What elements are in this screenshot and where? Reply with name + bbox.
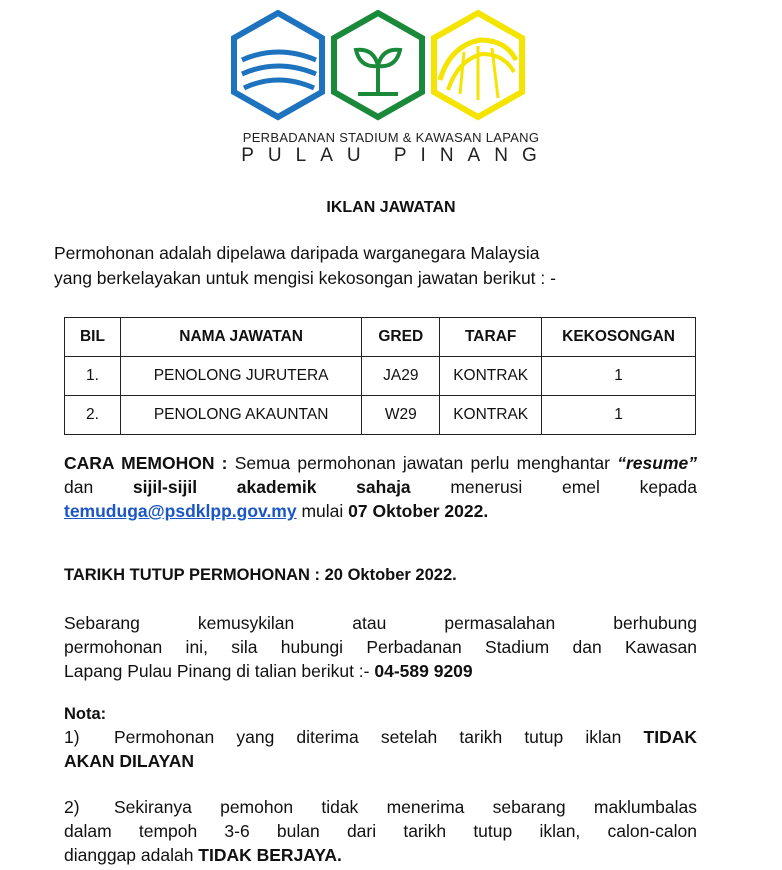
start-date: 07 Oktober 2022. bbox=[348, 501, 489, 521]
cara-memohon-label: CARA MEMOHON : bbox=[64, 453, 228, 473]
psklpp-logo bbox=[228, 10, 528, 122]
cell-nama-jawatan: PENOLONG JURUTERA bbox=[120, 357, 361, 396]
email-link[interactable]: temuduga@psdklpp.gov.my bbox=[64, 501, 297, 521]
nota-label: Nota: bbox=[64, 705, 107, 723]
page-title: IKLAN JAWATAN bbox=[326, 199, 456, 216]
cell-gred: W29 bbox=[362, 396, 440, 435]
intro-paragraph bbox=[54, 241, 674, 291]
cell-kekosongan: 1 bbox=[542, 396, 696, 435]
nota-item-2-text3: dianggap adalah bbox=[64, 845, 199, 865]
cara-text3: menerusi emel kepada bbox=[410, 477, 698, 497]
column-header-nama-jawatan: NAMA JAWATAN bbox=[120, 318, 361, 357]
table-row bbox=[65, 396, 696, 435]
nota-item-2-text1: Sekiranya pemohon tidak menerima sebarang maklumbalas bbox=[114, 797, 697, 817]
intro-line1: Permohonan adalah dipelawa daripada warganegara Malaysia bbox=[54, 243, 540, 263]
nota-item-2-number: 2) bbox=[64, 797, 80, 817]
org-name-line1: PERBADANAN STADIUM & KAWASAN LAPANG bbox=[242, 130, 540, 145]
nota-item-2 bbox=[64, 795, 697, 867]
sijil-text: sijil-sijil akademik sahaja bbox=[132, 477, 411, 497]
cell-gred: JA29 bbox=[362, 357, 440, 396]
enquiry-paragraph bbox=[64, 611, 697, 683]
table-row bbox=[65, 357, 696, 396]
intro-line2: yang berkelayakan untuk mengisi kekosongan jawatan berikut : - bbox=[54, 268, 556, 288]
vacancy-table bbox=[64, 317, 696, 435]
nota-item-1 bbox=[64, 725, 697, 773]
enquiry-line3: Lapang Pulau Pinang di talian berikut :- bbox=[64, 661, 375, 681]
table-header-row bbox=[65, 318, 696, 357]
phone-number: 04-589 9209 bbox=[374, 661, 473, 681]
logo-green-hexagon-icon bbox=[334, 13, 422, 117]
org-name-line2: PULAU PINANG bbox=[241, 145, 551, 166]
cara-text1: Semua permohonan jawatan perlu menghantar bbox=[227, 453, 610, 473]
cara-text2: dan bbox=[64, 477, 133, 497]
cell-bil: 1. bbox=[65, 357, 121, 396]
column-header-kekosongan: KEKOSONGAN bbox=[542, 318, 696, 357]
resume-text: “resume” bbox=[617, 453, 697, 473]
nota-item-2-bold: TIDAK BERJAYA. bbox=[198, 845, 342, 865]
nota-item-1-bold2: AKAN DILAYAN bbox=[64, 751, 194, 771]
nota-item-1-text: Permohonan yang diterima setelah tarikh tutup iklan bbox=[114, 727, 644, 747]
cell-taraf: KONTRAK bbox=[440, 396, 542, 435]
application-method-paragraph bbox=[64, 451, 697, 523]
column-header-gred: GRED bbox=[362, 318, 440, 357]
enquiry-line1: Sebarang kemusykilan atau permasalahan berhubung bbox=[64, 613, 697, 633]
cell-bil: 2. bbox=[65, 396, 121, 435]
nota-item-2-text2: dalam tempoh 3-6 bulan dari tarikh tutup iklan, calon-calon bbox=[64, 821, 697, 841]
cara-text4: mulai bbox=[296, 501, 349, 521]
cell-nama-jawatan: PENOLONG AKAUNTAN bbox=[120, 396, 361, 435]
cell-kekosongan: 1 bbox=[542, 357, 696, 396]
column-header-bil: BIL bbox=[65, 318, 121, 357]
cell-taraf: KONTRAK bbox=[440, 357, 542, 396]
logo-yellow-hexagon-icon bbox=[434, 13, 522, 117]
nota-item-1-bold1: TIDAK bbox=[643, 727, 697, 747]
closing-date: TARIKH TUTUP PERMOHONAN : 20 Oktober 2022. bbox=[64, 566, 457, 584]
enquiry-line2: permohonan ini, sila hubungi Perbadanan Stadium dan Kawasan bbox=[64, 637, 697, 657]
logo-blue-hexagon-icon bbox=[234, 13, 322, 117]
nota-item-1-number: 1) bbox=[64, 727, 80, 747]
column-header-taraf: TARAF bbox=[440, 318, 542, 357]
